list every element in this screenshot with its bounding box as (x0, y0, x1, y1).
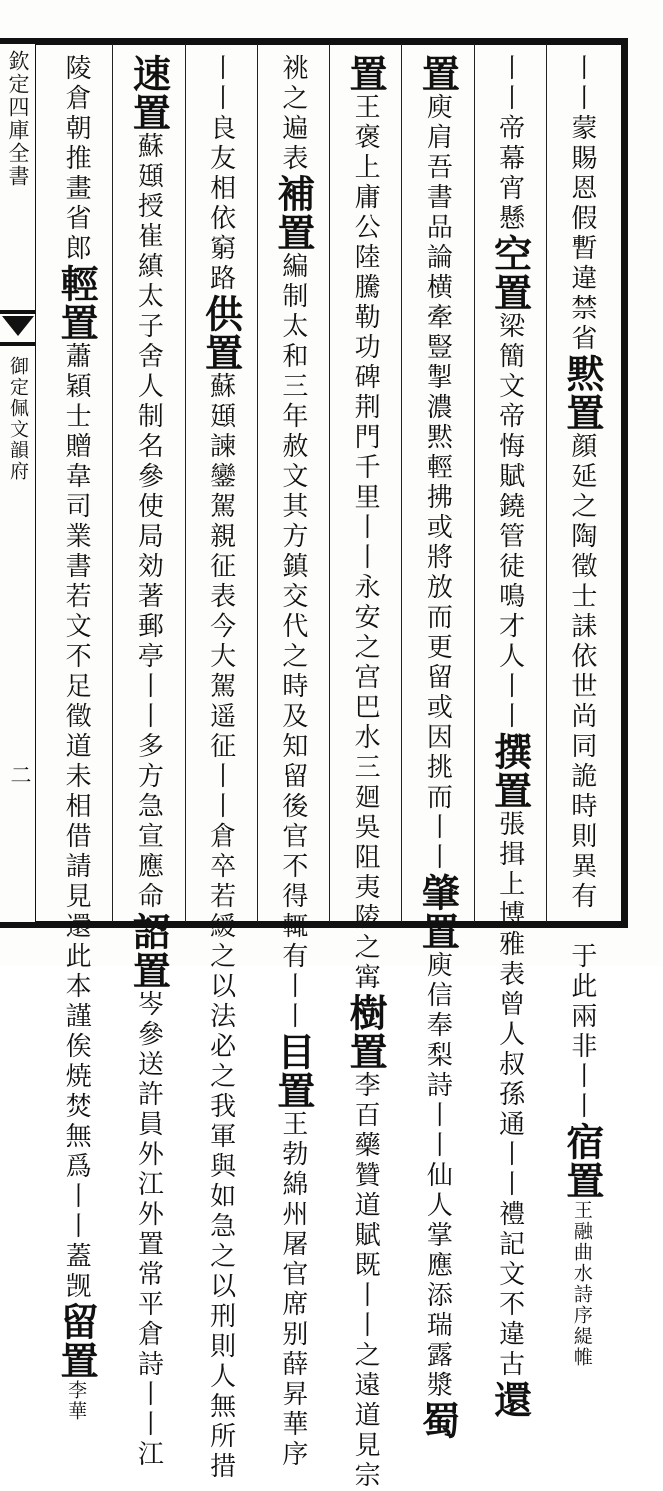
body-text: 編制太和三年赦文其方鎮交代 (277, 252, 308, 642)
page-number: 二 (8, 764, 32, 787)
body-text: 祧之 (277, 54, 308, 114)
headword: 空置 (487, 234, 533, 312)
annotation-text: 李華 (65, 1380, 88, 1422)
body-text: 王褒上庸公陸騰勒功碑荆門千里丨 (350, 93, 381, 543)
body-text: 張揖上博雅表曾人叔孫 (494, 810, 525, 1110)
headword: 樹置 (343, 993, 389, 1071)
body-text: 丨丨良友 (205, 54, 236, 174)
text-column-8 (53, 54, 100, 1422)
column-rule (329, 44, 330, 922)
column-rule (257, 44, 258, 922)
body-text: 陵倉朝推 (61, 54, 92, 174)
column-rule (112, 44, 113, 922)
body-text: 局効著郵亭丨丨多方急宣應命 (133, 522, 164, 912)
body-text: 庾信奉梨詩丨丨仙 (422, 951, 453, 1191)
body-text: 蘇頲授崔縝太子舍人制名參使 (133, 132, 164, 522)
body-text: 庾肩吾書品論横牽豎掣濃黙輕 (422, 93, 453, 483)
text-column-4 (342, 54, 389, 1491)
body-text: 丨丨帝 (494, 54, 525, 144)
headword: 還 (487, 1380, 533, 1419)
body-text: 梁簡文帝悔賦鐃 (494, 312, 525, 522)
body-text: 畫省郎 (61, 174, 92, 264)
body-text: 借請見還此本謹俟焼焚無爲丨丨蓋觊 (61, 822, 92, 1302)
text-column-2 (487, 54, 533, 1419)
body-text: 之以法必之我軍與如急之以刑則人無所措 (205, 942, 236, 1482)
body-text: 相依窮路 (205, 174, 236, 294)
body-text: 遍表 (277, 114, 308, 174)
text-column-3 (414, 54, 461, 1440)
body-text: 蕭穎士贈韋司業書若文不足徵道未相 (61, 342, 92, 822)
collection-title: 欽定四庫全書 (6, 50, 30, 188)
text-column-5 (270, 54, 316, 1470)
text-column-7 (125, 54, 172, 1470)
body-text: 通丨丨禮記文不違古 (494, 1110, 525, 1380)
annotation-text: 王融曲水 (570, 1200, 593, 1284)
column-rule (546, 44, 547, 922)
headword: 詔置 (126, 912, 172, 990)
body-text: 丨丨蒙賜恩 (566, 54, 597, 204)
annotation-text: 詩序緹帷 (570, 1284, 593, 1368)
body-text: 幕宵懸 (494, 144, 525, 234)
headword: 黙置 (559, 354, 605, 432)
headword: 供置 (198, 294, 244, 372)
body-text: 王勃綿州屠官 (277, 1110, 308, 1290)
body-text: 置常平倉詩丨丨江 (133, 1230, 164, 1470)
headword: 宿置 (559, 1122, 605, 1200)
body-text: 丨永安之宫巴水三廻吳阻夷陵之𡩋 (350, 543, 381, 993)
headword: 速置 (126, 54, 172, 132)
column-rule (474, 44, 475, 922)
book-title: 御定佩文韻府 (7, 356, 29, 482)
body-text: 顔延之陶徵士誄依世尚同詭 (566, 432, 597, 792)
body-text: 人掌應添瑞露漿 (422, 1191, 453, 1401)
body-text: 管徒鳴才人丨丨 (494, 522, 525, 732)
headword: 撰置 (487, 732, 533, 810)
headword: 肇置 (415, 873, 461, 951)
body-text: 丨丨之遠道見宗 (350, 1281, 381, 1491)
column-rule (185, 44, 186, 922)
headword: 置 (343, 54, 389, 93)
headword: 補置 (270, 174, 316, 252)
headword: 留置 (54, 1302, 100, 1380)
body-text: 之時及知留後官不得輒有丨丨 (277, 642, 308, 1032)
headword: 輕置 (54, 264, 100, 342)
headword: 目置 (270, 1032, 316, 1110)
text-column-1 (559, 54, 605, 1368)
column-rule (401, 44, 402, 922)
body-text: 席别薛昇華序 (277, 1290, 308, 1470)
headword: 置 (415, 54, 461, 93)
body-text: 假暫違禁省 (566, 204, 597, 354)
body-text: 拂或將放而更留或因挑而丨丨 (422, 483, 453, 873)
headword: 蜀 (415, 1401, 461, 1440)
text-column-6 (198, 54, 244, 1482)
body-text: 岑參送許員外江外 (133, 990, 164, 1230)
body-text: 蘇頲諫鑾駕親征表今大駕遥征丨丨倉卒若緩 (205, 372, 236, 942)
body-text: 李百藥贊道賦既 (350, 1071, 381, 1281)
body-text: 時則異有一于此兩非丨丨 (566, 792, 597, 1122)
